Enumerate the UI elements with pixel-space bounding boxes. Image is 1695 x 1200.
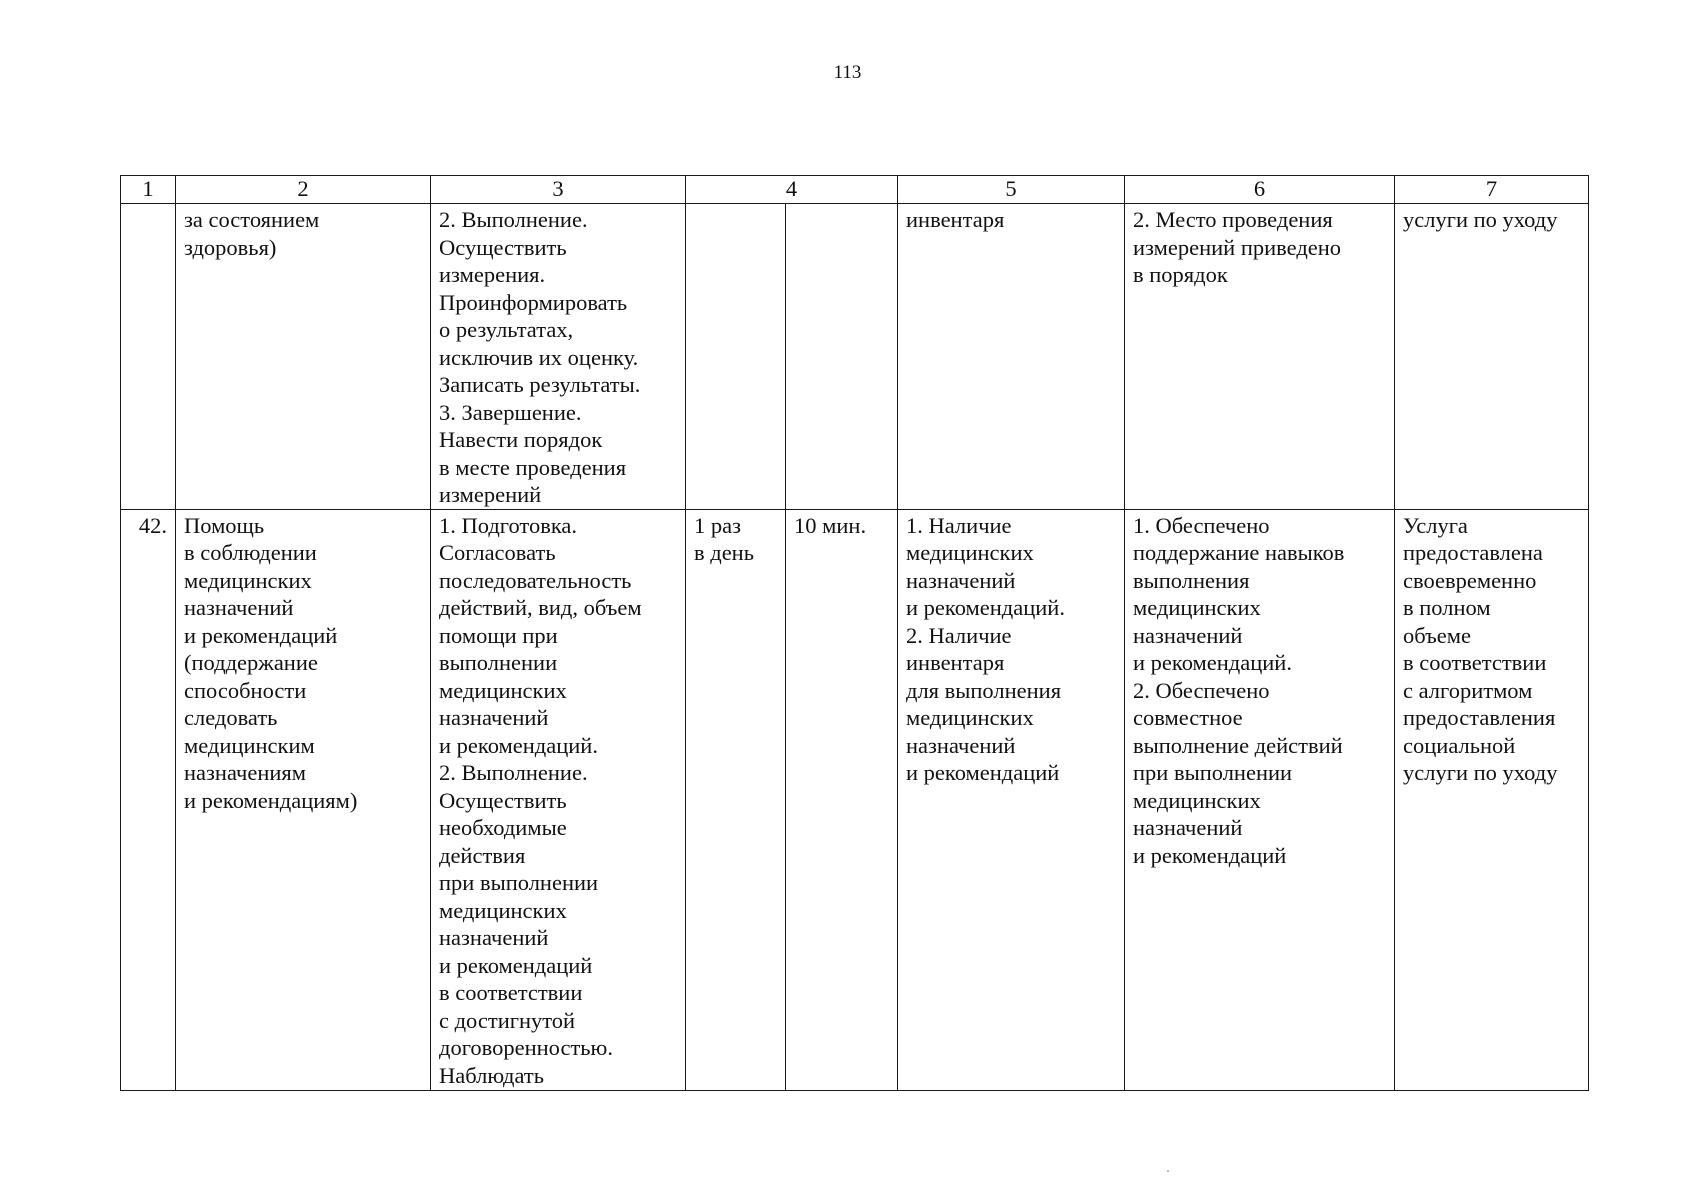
cell-periodicity: 1 раз в день — [686, 509, 786, 1090]
cell-duration: 10 мин. — [786, 509, 898, 1090]
cell-description: 2. Выполнение. Осуществить измерения. Проинформировать о результатах, исключив их оценку. Записать результаты. 3. Завершение. Навести порядок в месте проведения измерений — [431, 204, 686, 510]
cell-conditions: 1. Наличие медицинских назначений и рекомендаций. 2. Наличие инвентаря для выполнения медицинских назначений и рекомендаций — [898, 509, 1125, 1090]
header-cell-4: 4 — [686, 176, 898, 204]
cell-description: 1. Подготовка. Согласовать последовательность действий, вид, объем помощи при выполнении медицинских назначений и рекомендаций. 2. Выполнение. Осуществить необходимые действия при выполнении медицинских назначений и рекомендаций в соответствии с достигнутой договоренностью. Наблюдать — [431, 509, 686, 1090]
header-cell-6: 6 — [1125, 176, 1395, 204]
cell-evaluation: услуги по уходу — [1395, 204, 1589, 510]
header-cell-1: 1 — [121, 176, 176, 204]
header-cell-2: 2 — [176, 176, 431, 204]
cell-service-name: Помощь в соблюдении медицинских назначений и рекомендаций (поддержание способности следовать медицинским назначениям и рекомендациям) — [176, 509, 431, 1090]
table-header-row — [121, 176, 1589, 204]
table-row-continuation — [121, 204, 1589, 510]
services-table — [120, 175, 1589, 1091]
cell-service-name: за состоянием здоровья) — [176, 204, 431, 510]
header-cell-3: 3 — [431, 176, 686, 204]
cell-indicators: 2. Место проведения измерений приведено в порядок — [1125, 204, 1395, 510]
cell-conditions: инвентаря — [898, 204, 1125, 510]
header-cell-5: 5 — [898, 176, 1125, 204]
cell-number: 42. — [121, 509, 176, 1090]
cell-periodicity — [686, 204, 786, 510]
scan-speck — [1167, 1170, 1169, 1172]
cell-indicators: 1. Обеспечено поддержание навыков выполнения медицинских назначений и рекомендаций. 2. Обеспечено совместное выполнение действий при выполнении медицинских назначений и рекомендаций — [1125, 509, 1395, 1090]
cell-evaluation: Услуга предоставлена своевременно в полном объеме в соответствии с алгоритмом предоставления социальной услуги по уходу — [1395, 509, 1589, 1090]
table-row-42 — [121, 509, 1589, 1090]
cell-number — [121, 204, 176, 510]
header-cell-7: 7 — [1395, 176, 1589, 204]
cell-duration — [786, 204, 898, 510]
page-number: 113 — [833, 62, 862, 83]
